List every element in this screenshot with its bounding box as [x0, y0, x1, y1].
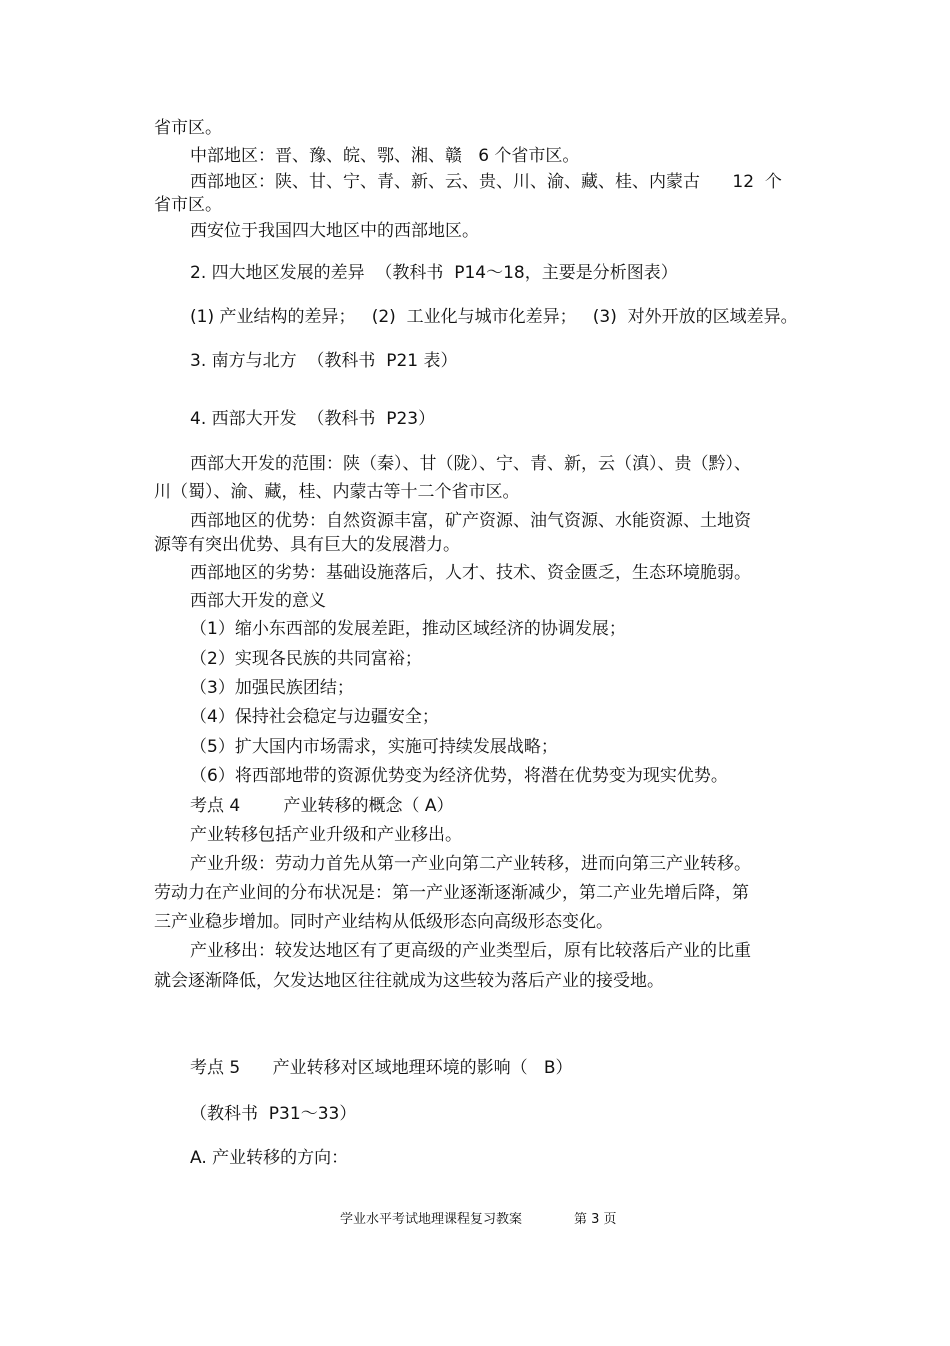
section-heading: 考点 4 产业转移的概念（ A）: [190, 796, 454, 816]
text-line: (1) 产业结构的差异； (2) 工业化与城市化差异； (3) 对外开放的区域差异。: [190, 307, 798, 327]
list-item: （1）缩小东西部的发展差距，推动区域经济的协调发展；: [190, 619, 626, 639]
text-line: 源等有突出优势、具有巨大的发展潜力。: [154, 535, 460, 555]
text-line: 省市区。: [154, 118, 222, 138]
section-heading: 2. 四大地区发展的差异 （教科书 P14～18，主要是分析图表）: [190, 263, 678, 283]
section-heading: 3. 南方与北方 （教科书 P21 表）: [190, 351, 458, 371]
list-item: （2）实现各民族的共同富裕；: [190, 649, 422, 669]
text-line: 西部地区：陕、甘、宁、青、新、云、贵、川、渝、藏、桂、内蒙古 12 个: [190, 172, 782, 192]
text-line: 产业移出：较发达地区有了更高级的产业类型后，原有比较落后产业的比重: [190, 941, 751, 961]
text-line: 产业转移包括产业升级和产业移出。: [190, 825, 462, 845]
text-line: 西部地区的劣势：基础设施落后，人才、技术、资金匮乏，生态环境脆弱。: [190, 563, 751, 583]
text-line: 川（蜀）、渝、藏，桂、内蒙古等十二个省市区。: [154, 482, 520, 502]
section-heading: 4. 西部大开发 （教科书 P23）: [190, 409, 436, 429]
text-line: 西部大开发的范围：陕（秦）、甘（陇）、宁、青、新，云（滇）、贵（黔）、: [190, 454, 751, 474]
list-item: （3）加强民族团结；: [190, 678, 354, 698]
page-number: 第 3 页: [574, 1212, 617, 1227]
text-line: A. 产业转移的方向：: [190, 1148, 349, 1168]
text-line: 产业升级：劳动力首先从第一产业向第二产业转移，进而向第三产业转移。: [190, 854, 751, 874]
list-item: （6）将西部地带的资源优势变为经济优势，将潜在优势变为现实优势。: [190, 766, 728, 786]
text-line: 三产业稳步增加。同时产业结构从低级形态向高级形态变化。: [154, 912, 613, 932]
list-item: （5）扩大国内市场需求，实施可持续发展战略；: [190, 737, 558, 757]
section-heading: 考点 5 产业转移对区域地理环境的影响（ B）: [190, 1058, 573, 1078]
list-item: （4）保持社会稳定与边疆安全；: [190, 707, 439, 727]
text-line: 西部大开发的意义: [190, 591, 326, 611]
footer-title: 学业水平考试地理课程复习教案: [340, 1212, 523, 1227]
text-line: 西部地区的优势：自然资源丰富，矿产资源、油气资源、水能资源、土地资: [190, 511, 751, 531]
text-line: 劳动力在产业间的分布状况是：第一产业逐渐逐渐减少，第二产业先增后降，第: [154, 883, 749, 903]
text-line: 省市区。: [154, 195, 222, 215]
text-line: 西安位于我国四大地区中的西部地区。: [190, 221, 479, 241]
text-line: 就会逐渐降低，欠发达地区往往就成为这些较为落后产业的接受地。: [154, 971, 664, 991]
text-line: 中部地区：晋、豫、皖、鄂、湘、赣 6 个省市区。: [190, 146, 580, 166]
text-line: （教科书 P31～33）: [190, 1104, 357, 1124]
